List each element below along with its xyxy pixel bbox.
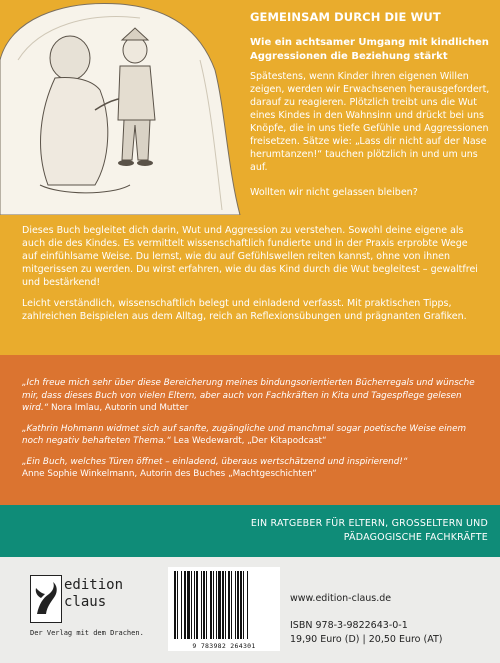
- testimonial-quote: „Ein Buch, welches Türen öffnet – einladend, überaus wertschätzend und inspirierend!“: [22, 456, 408, 467]
- barcode-bar: [187, 571, 190, 639]
- description-block: [22, 224, 482, 331]
- audience-line: EIN RATGEBER FÜR ELTERN, GROSSELTERN UND: [250, 518, 488, 529]
- book-title: GEMEINSAM DURCH DIE WUT: [250, 10, 441, 24]
- publisher-tagline: Der Verlag mit dem Drachen.: [30, 629, 144, 637]
- barcode-bar: [222, 571, 224, 639]
- isbn-barcode: [168, 567, 280, 651]
- barcode-bar: [243, 571, 244, 639]
- barcode-bar: [184, 571, 186, 639]
- barcode-bar: [237, 571, 239, 639]
- testimonial: [22, 377, 484, 415]
- testimonial-author: Lea Wedewardt, „Der Kitapodcast“: [173, 436, 327, 446]
- barcode-bar: [240, 571, 242, 639]
- barcode-bar: [206, 571, 207, 639]
- testimonial-quote: „Ich freue mich sehr über diese Bereicherung meines bindungsorientierten Bücherregals und wünsche mir, dass dieses Buch von vielen Eltern, aber auch von Fachkräften in Kita und Tagespflege gelesen wird.“: [22, 378, 475, 413]
- barcode-bar: [194, 571, 195, 639]
- audience-text: [158, 517, 488, 545]
- testimonial-author: Nora Imlau, Autorin und Mutter: [51, 403, 189, 413]
- testimonial-author: Anne Sophie Winkelmann, Autorin des Buches „Machtgeschichten“: [22, 469, 317, 479]
- audience-banner: [0, 505, 500, 557]
- publisher-name-line: edition: [64, 577, 124, 593]
- barcode-bar: [174, 571, 176, 639]
- barcode-bar: [201, 571, 202, 639]
- testimonial-quote: „Kathrin Hohmann widmet sich auf sanfte, zugängliche und manchmal sogar poetische Weise einem noch negativ behafteten Thema.“: [22, 423, 467, 446]
- publisher-url: www.edition-claus.de: [290, 593, 392, 604]
- barcode-bar: [177, 571, 178, 639]
- barcode-bar: [196, 571, 198, 639]
- imprint-section: [0, 557, 500, 663]
- barcode-bar: [181, 571, 182, 639]
- adult-and-child-tent-illustration: [0, 0, 250, 215]
- dragon-logo-icon: [30, 575, 62, 623]
- barcode-bar: [231, 571, 232, 639]
- barcode-bar: [216, 571, 217, 639]
- testimonial: [22, 456, 484, 481]
- barcode-bar: [213, 571, 214, 639]
- barcode-bar: [247, 571, 248, 639]
- barcode-bar: [228, 571, 230, 639]
- barcode-bar: [235, 571, 236, 639]
- isbn-price-block: [290, 619, 442, 647]
- publisher-name-line: claus: [64, 594, 107, 610]
- intro-question: Wollten wir nicht gelassen bleiben?: [250, 187, 418, 198]
- intro-text-block: [250, 70, 495, 199]
- barcode-bar: [210, 571, 212, 639]
- intro-paragraph: Spätestens, wenn Kinder ihren eigenen Willen zeigen, werden wir Erwachsenen herausgefordert, darauf zu reagieren. Plötzlich treibt uns die Wut eines Kindes in den Wahnsinn und drückt bei uns Knöpfe, die in uns tiefe Gefühle und Aggressionen freisetzen. Sätze wie: „Lass dir nicht auf der Nase herumtanzen!“ tauchen plötzlich in und um uns auf.: [250, 71, 490, 173]
- book-subtitle: Wie ein achtsamer Umgang mit kindlichen Aggressionen die Beziehung stärkt: [250, 37, 489, 62]
- testimonial: [22, 423, 484, 448]
- barcode-bar: [191, 571, 192, 639]
- barcode-bar: [203, 571, 205, 639]
- audience-line: PÄDAGOGISCHE FACHKRÄFTE: [343, 532, 488, 543]
- publisher-name: [64, 577, 123, 611]
- isbn-number: ISBN 978-3-9822643-0-1: [290, 620, 408, 631]
- barcode-number: 9 783982 264301: [192, 642, 256, 650]
- barcode-bar: [218, 571, 221, 639]
- price: 19,90 Euro (D) | 20,50 Euro (AT): [290, 634, 443, 645]
- barcode-bar: [225, 571, 226, 639]
- description-paragraph: Leicht verständlich, wissenschaftlich belegt und einladend verfasst. Mit praktischen Tipps, zahlreichen Beispielen aus dem Alltag, reich an Reflexionsübungen und prägnanten Grafiken.: [22, 298, 467, 322]
- testimonials-section: [0, 355, 500, 505]
- description-paragraph: Dieses Buch begleitet dich darin, Wut und Aggression zu verstehen. Sowohl deine eigene als auch die des Kindes. Es vermittelt wissenschaftlich fundierte und in der Praxis erprobte Wege auf einfühlsame Weise. Du lernst, wie du auf Gefühlswellen reiten kannst, ohne von ihnen mitgerissen zu werden. Du wirst erfahren, wie du das Kind durch die Wut begleitest – gewaltfrei und bestärkend!: [22, 225, 478, 288]
